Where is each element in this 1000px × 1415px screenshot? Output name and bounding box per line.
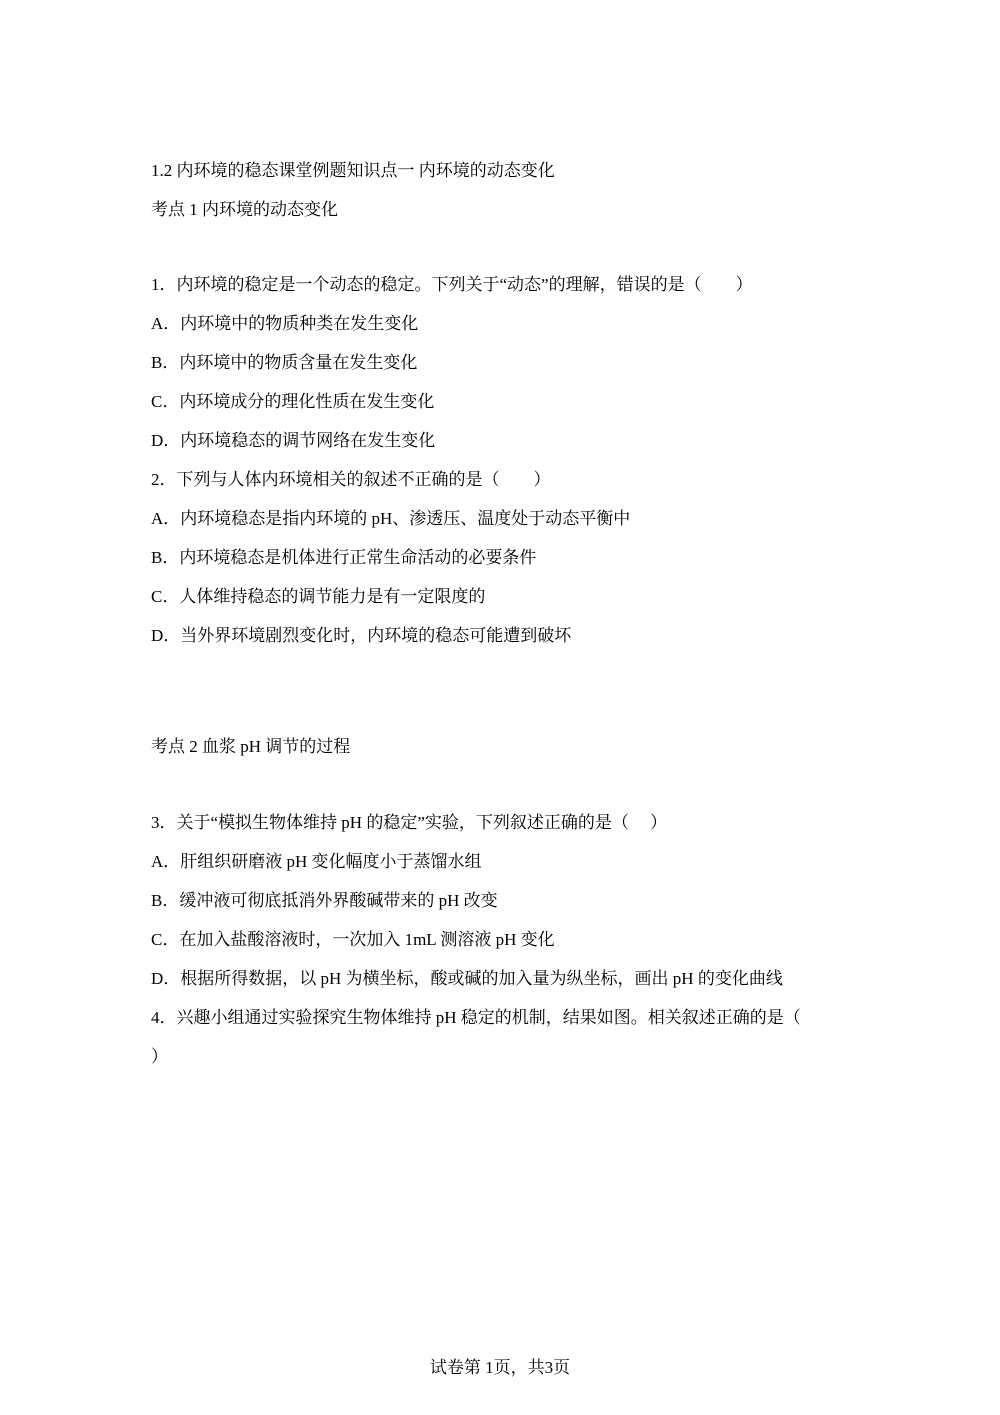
question-2-stem: 2．下列与人体内环境相关的叙述不正确的是（ ） <box>151 470 551 489</box>
document-title: 1.2 内环境的稳态课堂例题知识点一 内环境的动态变化 <box>151 161 555 180</box>
question-3-option-c: C．在加入盐酸溶液时，一次加入 1mL 测溶液 pH 变化 <box>151 930 555 949</box>
question-2-option-c: C．人体维持稳态的调节能力是有一定限度的 <box>151 587 486 606</box>
question-2-option-d: D．当外界环境剧烈变化时，内环境的稳态可能遭到破坏 <box>151 626 572 645</box>
question-1-option-b: B．内环境中的物质含量在发生变化 <box>151 353 418 372</box>
question-3-stem: 3．关于“模拟生物体维持 pH 的稳定”实验，下列叙述正确的是（ ） <box>151 813 668 832</box>
question-4-stem-line-2: ） <box>151 1047 168 1066</box>
question-2-option-b: B．内环境稳态是机体进行正常生命活动的必要条件 <box>151 548 537 567</box>
question-1-option-c: C．内环境成分的理化性质在发生变化 <box>151 392 435 411</box>
question-3-option-a: A．肝组织研磨液 pH 变化幅度小于蒸馏水组 <box>151 852 482 871</box>
question-3-option-b: B．缓冲液可彻底抵消外界酸碱带来的 pH 改变 <box>151 891 498 910</box>
section-heading-1: 考点 1 内环境的动态变化 <box>151 200 338 219</box>
question-1-option-a: A．内环境中的物质种类在发生变化 <box>151 314 419 333</box>
question-4-stem-line-1: 4．兴趣小组通过实验探究生物体维持 pH 稳定的机制，结果如图。相关叙述正确的是（ <box>151 1008 801 1027</box>
question-3-option-d: D．根据所得数据，以 pH 为横坐标，酸或碱的加入量为纵坐标，画出 pH 的变化曲线 <box>151 969 783 988</box>
question-1-option-d: D．内环境稳态的调节网络在发生变化 <box>151 431 436 450</box>
question-2-option-a: A．内环境稳态是指内环境的 pH、渗透压、温度处于动态平衡中 <box>151 509 631 528</box>
question-1-stem: 1．内环境的稳定是一个动态的稳定。下列关于“动态”的理解，错误的是（ ） <box>151 275 753 294</box>
page-footer: 试卷第 1页，共3页 <box>429 1358 571 1377</box>
section-heading-2: 考点 2 血浆 pH 调节的过程 <box>151 737 351 756</box>
